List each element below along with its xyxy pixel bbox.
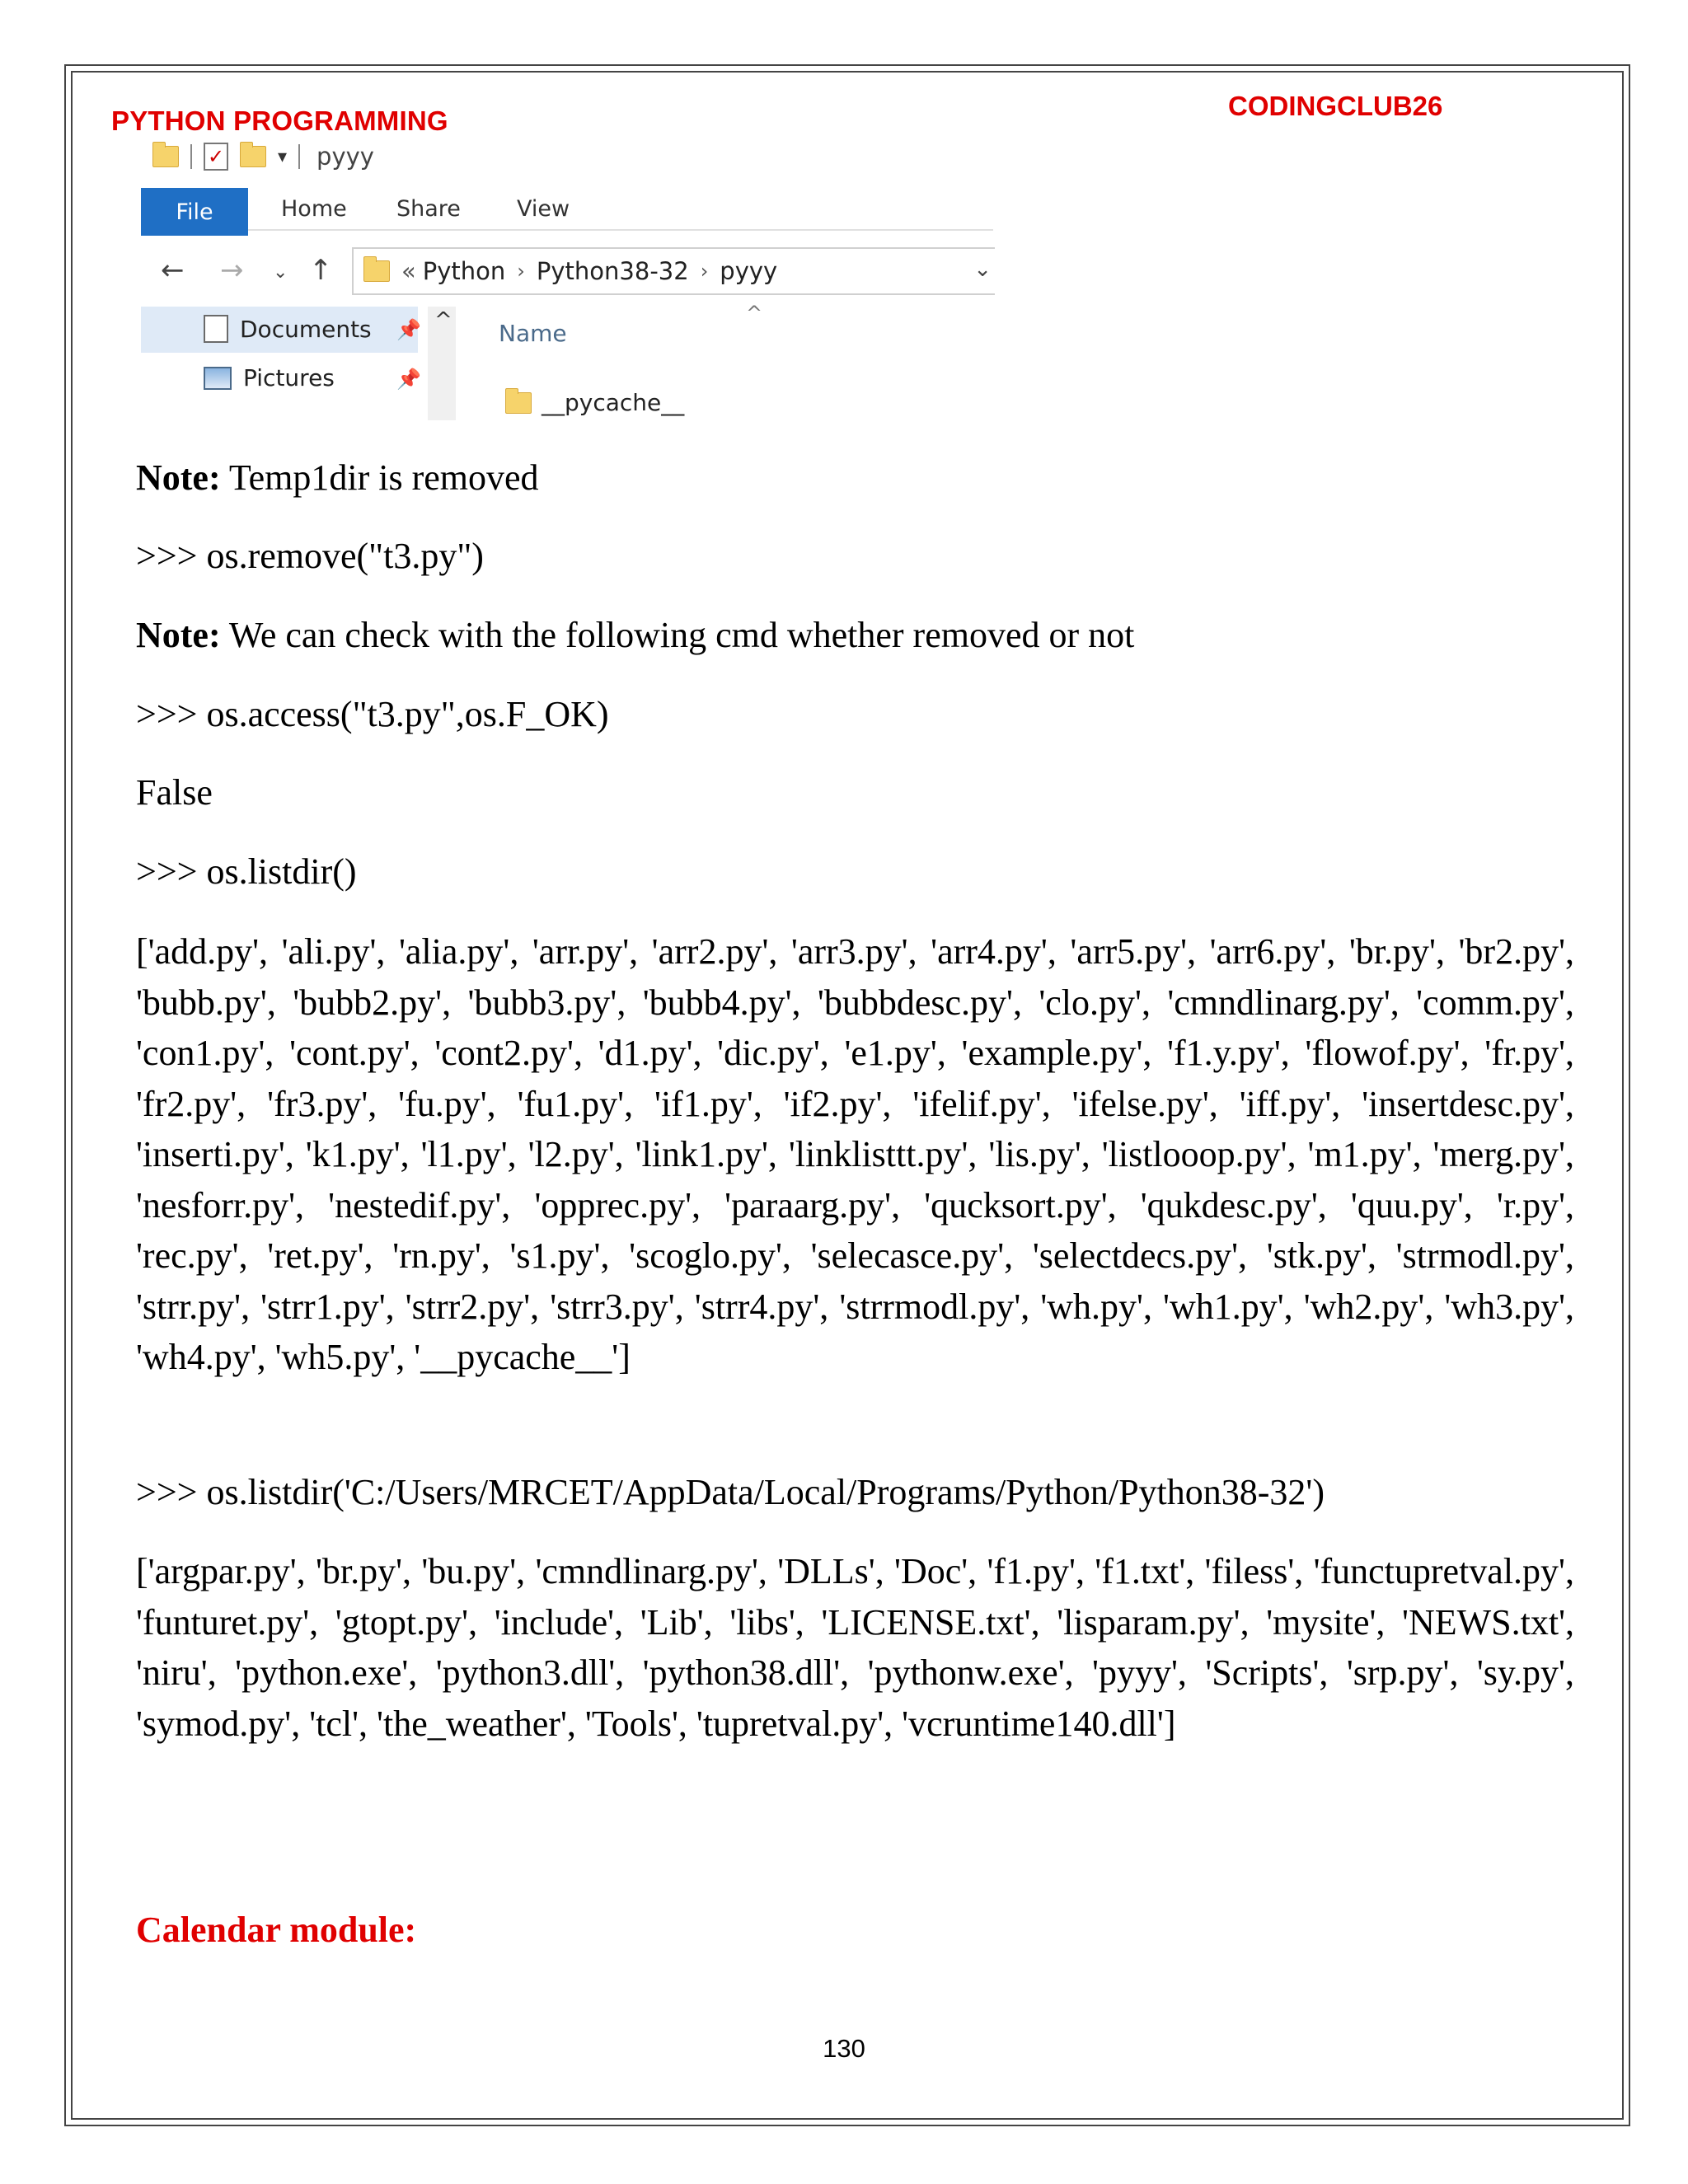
recent-locations-icon[interactable]: ⌄ xyxy=(273,262,288,283)
new-folder-icon[interactable] xyxy=(240,146,266,167)
pin-icon[interactable]: 📌 xyxy=(396,318,421,341)
ribbon-tabs xyxy=(141,188,993,231)
navigation-pane xyxy=(141,307,454,420)
folder-icon xyxy=(363,260,390,282)
toolbar-separator xyxy=(190,144,192,169)
tab-file[interactable]: File xyxy=(141,188,248,236)
column-header-name[interactable]: Name xyxy=(499,320,567,347)
pictures-icon xyxy=(204,367,232,390)
up-arrow-icon[interactable]: ↑ xyxy=(309,254,333,287)
nav-item-pictures[interactable] xyxy=(204,364,335,391)
section-heading: Calendar module: xyxy=(136,1910,417,1950)
chevron-down-icon[interactable]: ⌄ xyxy=(973,257,992,282)
result-false: False xyxy=(136,772,213,813)
tab-view[interactable]: View xyxy=(517,196,570,222)
document-icon xyxy=(204,315,228,343)
address-bar[interactable] xyxy=(352,247,995,295)
folder-icon xyxy=(505,392,532,414)
code-listdir: >>> os.listdir() xyxy=(136,851,357,892)
note-check xyxy=(136,614,1134,656)
address-row xyxy=(136,247,993,293)
note-label: Note: xyxy=(136,615,221,655)
nav-item-label: Documents xyxy=(240,315,372,343)
code-remove: >>> os.remove("t3.py") xyxy=(136,536,484,576)
nav-item-documents[interactable] xyxy=(204,315,372,343)
sort-ascending-icon: ^ xyxy=(746,302,763,325)
listdir-path-output: ['argpar.py', 'br.py', 'bu.py', 'cmndlinarg.py', 'DLLs', 'Doc', 'f1.py', 'f1.txt', 'filess', 'functupretval.py', 'funturet.py', 'gtopt.py', 'include', 'Lib', 'libs', 'LICENSE.txt', 'lisparam.py', 'mysite', 'NEWS.txt', 'niru', 'python.exe', 'python3.dll', 'python38.dll', 'pythonw.exe', 'pyyy', 'Scripts', 'srp.py', 'sy.py', 'symod.py', 'tcl', 'the_weather', 'Tools', 'tupretval.py', 'vcruntime140.dll'] xyxy=(136,1551,1574,1744)
folder-icon[interactable] xyxy=(152,146,179,167)
tab-share[interactable]: Share xyxy=(396,196,461,222)
code-access: >>> os.access("t3.py",os.F_OK) xyxy=(136,694,609,734)
note-text: Temp1dir is removed xyxy=(220,457,539,498)
list-item[interactable] xyxy=(505,389,684,416)
note-temp1dir xyxy=(136,457,539,499)
header-right-title: CODINGCLUB26 xyxy=(1228,91,1443,121)
breadcrumb-overflow[interactable]: « xyxy=(401,257,416,285)
tab-home[interactable]: Home xyxy=(281,196,347,222)
forward-arrow-icon[interactable]: → xyxy=(220,254,244,287)
back-arrow-icon[interactable]: ← xyxy=(161,254,185,287)
breadcrumb-python38-32[interactable]: Python38-32 xyxy=(536,257,689,285)
file-explorer-screenshot xyxy=(136,132,993,420)
nav-item-label: Pictures xyxy=(243,364,335,391)
toolbar-separator xyxy=(298,144,300,169)
note-label: Note: xyxy=(136,457,221,498)
breadcrumb-pyyy[interactable]: pyyy xyxy=(720,257,778,285)
breadcrumb-python[interactable]: Python xyxy=(422,257,506,285)
note-text: We can check with the following cmd whether removed or not xyxy=(220,615,1135,655)
customize-dropdown-icon[interactable]: ▾ xyxy=(278,146,288,167)
page-number: 130 xyxy=(823,2034,865,2063)
quick-access-toolbar xyxy=(152,138,374,175)
window-title: pyyy xyxy=(316,143,374,171)
code-listdir-path: >>> os.listdir('C:/Users/MRCET/AppData/Local/Programs/Python/Python38-32') xyxy=(136,1472,1325,1512)
scroll-up-icon[interactable]: ^ xyxy=(434,308,452,333)
file-name: __pycache__ xyxy=(542,389,685,416)
chevron-right-icon[interactable]: › xyxy=(517,260,525,283)
file-list-pane xyxy=(499,302,993,420)
header-left-title: PYTHON PROGRAMMING xyxy=(111,105,448,136)
listdir-output: ['add.py', 'ali.py', 'alia.py', 'arr.py', 'arr2.py', 'arr3.py', 'arr4.py', 'arr5.py', 'arr6.py', 'br.py', 'br2.py', 'bubb.py', 'bubb2.py', 'bubb3.py', 'bubb4.py', 'bubbdesc.py', 'clo.py', 'cmndlinarg.py', 'comm.py', 'con1.py', 'cont.py', 'cont2.py', 'd1.py', 'dic.py', 'e1.py', 'example.py', 'f1.y.py', 'flowof.py', 'fr.py', 'fr2.py', 'fr3.py', 'fu.py', 'fu1.py', 'if1.py', 'if2.py', 'ifelif.py', 'ifelse.py', 'iff.py', 'insertdesc.py', 'inserti.py', 'k1.py', 'l1.py', 'l2.py', 'link1.py', 'linklisttt.py', 'lis.py', 'listlooop.py', 'm1.py', 'merg.py', 'nesforr.py', 'nestedif.py', 'opprec.py', 'paraarg.py', 'qucksort.py', 'qukdesc.py', 'quu.py', 'r.py', 'rec.py', 'ret.py', 'rn.py', 's1.py', 'scoglo.py', 'selecasce.py', 'selectdecs.py', 'stk.py', 'strmodl.py', 'strr.py', 'strr1.py', 'strr2.py', 'strr3.py', 'strr4.py', 'strrmodl.py', 'wh.py', 'wh1.py', 'wh2.py', 'wh3.py', 'wh4.py', 'wh5.py', '__pycache__'] xyxy=(136,931,1574,1377)
chevron-right-icon[interactable]: › xyxy=(700,260,709,283)
pin-icon[interactable]: 📌 xyxy=(396,368,421,391)
properties-check-icon[interactable]: ✓ xyxy=(204,143,228,171)
